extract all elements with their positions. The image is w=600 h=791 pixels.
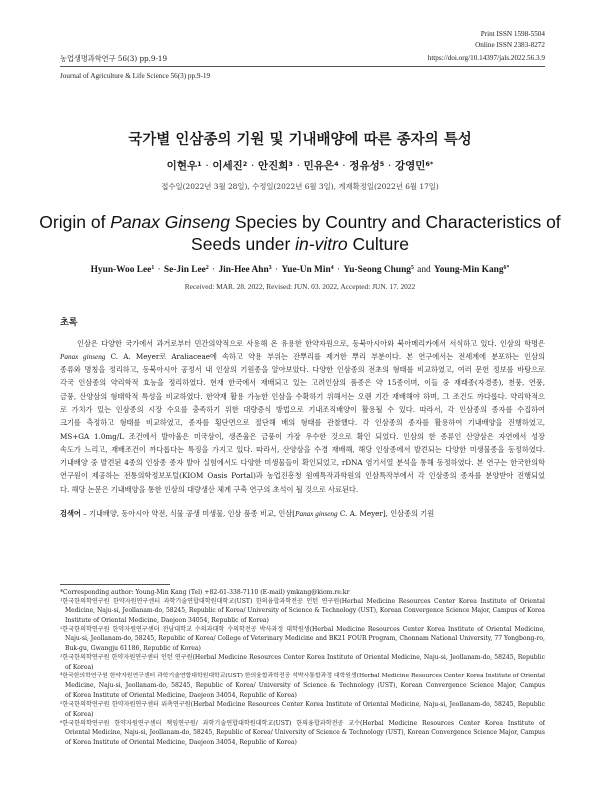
author-separator: · — [342, 160, 346, 172]
author-separator: · — [296, 160, 300, 172]
title-method-italic: in-vitro — [295, 234, 348, 254]
corresponding-author-note: *Corresponding author: Young-Min Kang (Tel) +82-61-338-7110 (E-mail) ymkang@kiom.re.kr — [60, 588, 350, 596]
journal-citation-korean: 농업생명과학연구 56(3) pp.9-19 — [60, 54, 168, 63]
affiliation-note-6-continued: Oriental Medicine, Naju-si, Jeollanam-do, 58245, Republic of Korea/ University of Science & Technology (UST), Korean Convergence Science Major, Campus — [65, 729, 545, 737]
affiliation-note-2-continued: Naju-si, Jeollanam-do, 58245, Republic of Korea/ College of Veterinary Medicine and BK21 FOUR Program, Chonnam National University, 77 Yongbong-ro, — [65, 635, 545, 643]
header-rule — [60, 66, 545, 67]
author-name: 정유성 — [349, 160, 380, 172]
journal-citation-english: Journal of Agriculture & Life Science 56(3) pp.9-19 — [60, 72, 211, 80]
affiliation-mark: 2 — [60, 625, 63, 631]
abstract-line: 각국 인삼종의 약리학적 효능을 정리하였다. 현재 한국에서 재배되고 있는 고려인삼의 품종은 약 15종이며, 이들 중 재래종(자경종), 천풍, 연풍, — [60, 378, 545, 388]
affiliation-text: 한국한의학연구원 한약자원연구센터 위촉연구원(Herbal Medicine Resources Center Korea Institute of Oriental Medicine, Naju-si, Jeollanam-do, 58245, Republic — [62, 701, 545, 709]
affiliation-text: 한국한의학연구원 한약자원연구센터 책임연구원/ 과학기술연합대학원대학교(UST) 한의융합과학전공 교수(Herbal Medicine Resources Center Korea Institute of — [62, 719, 545, 727]
affiliation-note-6-continued: of Korea Institute of Oriental Medicine, Daejeon 34054, Republic of Korea) — [65, 738, 297, 746]
affiliation-note-2-continued: Buk-gu, Gwangju 61186, Republic of Korea) — [65, 644, 201, 652]
english-title-line-1 — [20, 211, 580, 233]
affiliation-note-2 — [60, 625, 545, 634]
affiliation-text: 한국한의학연구원 한약자원연구센터 인턴 연구원(Herbal Medicine Resources Center Korea Institute of Oriental Medicine, Naju-si, Jeollanam-do, 58245, Republic — [62, 654, 545, 662]
title-text: Culture — [347, 234, 409, 254]
author-separator: · — [212, 265, 216, 275]
author-name: 이세진 — [212, 160, 243, 172]
title-text: Origin of — [39, 212, 111, 232]
affiliation-note-3 — [60, 653, 545, 662]
affiliation-text: 한국한의학연구원 한약자원연구센터 과학기술연합대학원대학교(UST) 한의융합과학전공 인턴 연구원(Herbal Medicine Resources Center Korea Institute of Oriental — [62, 597, 545, 605]
affiliation-note-6 — [60, 719, 545, 728]
author-name: 이현우 — [166, 160, 198, 172]
affiliation-note-1-continued: Medicine, Naju-si, Jeollanam-do, 58245, Republic of Korea/ University of Science & Technology (UST), Korean Convergence Science Major, Campus of Korea — [65, 607, 545, 615]
affiliation-mark: 5 — [60, 700, 63, 706]
affiliation-mark: 1 — [60, 597, 63, 603]
korean-title: 국가별 인삼종의 기원 및 기내배양에 따른 종자의 특성 — [128, 132, 472, 148]
abstract-line: 크기를 측정하고 형태를 비교하였고, 종자를 횡단면으로 절단해 배의 형태를 관찰했다. 각 인삼종의 종자를 활용하여 기내배양을 진행하였고, — [60, 418, 545, 428]
abstract-line: 속도가 느리고, 재배조건이 까다롭다는 특징을 가지고 있다. 따라서, 산양삼을 수경 재배해, 해당 인삼종에서 발견되는 다양한 미생물종을 동정하였다. — [60, 444, 545, 454]
english-submission-dates: Received: MAR. 28. 2022, Revised: JUN. 03. 2022, Accepted: JUN. 17. 2022 — [184, 282, 416, 291]
author-name: 민유은 — [303, 160, 335, 172]
title-species-italic: Panax Ginseng — [110, 212, 230, 232]
keywords-text: C. A. Meyer], 인삼종의 기원 — [337, 509, 435, 518]
abstract-line: 금풍, 산양삼의 형태학적 특성을 비교하였다. 한약재 활용 가능한 인삼을 수확하기 위해서는 오랜 기간 재배해야 하며, 그 조건도 까다롭다. 약리학적으 — [60, 391, 545, 401]
abstract-line-text: C. A. Meyer로 Araliaceae에 속하고 약용 부위는 잔뿌리를 제거한 뿌리 부분이다. 본 연구에서는 전세계에 분포하는 인삼의 — [105, 351, 545, 361]
affiliation-mark: 2 — [205, 265, 209, 272]
abstract-line: 연구원이 제공하는 전통의학정보포털(KIOM Oasis Portal)과 농업진흥청 원예특작과학원의 인삼특작부에서 각 인삼종의 종자를 분양받아 진행되었 — [60, 471, 545, 481]
author-separator: · — [336, 265, 341, 275]
affiliation-text: 한국한의학연구원 한약자원연구센터 과학기술연합대학원대학교(UST) 한의융합과학전공 석박사통합과정 대학원생(Herbal Medicine Resources Center Korea Institute of Oriental — [62, 673, 545, 680]
doi-link[interactable]: https://doi.org/10.14397/jals.2022.56.3.9 — [427, 54, 545, 62]
affiliation-mark: 3 — [268, 265, 272, 272]
footnote-rule — [60, 584, 170, 585]
author-separator: · — [205, 160, 209, 172]
author-name: 안진희 — [257, 160, 289, 172]
abstract-line: 로 가치가 있는 인삼종의 시장 수요를 충족하기 위한 대량증식 방법으로 기내조직배양이 활용될 수 있다. 따라서, 각 인삼종의 종자를 수집하여 — [60, 404, 545, 414]
korean-submission-dates: 접수일(2022년 3월 28일), 수정일(2022년 6월 3일), 게재확정일(2022년 6월 17일) — [161, 182, 439, 191]
affiliation-mark: 1 — [151, 265, 155, 272]
author-name: Young-Min Kang — [434, 265, 504, 275]
abstract-line: 인삼은 다양한 국가에서 과거로부터 민간의약적으로 사용해 온 유용한 한약자원으로, 동북아시아와 북아메리카에서 서식하고 있다. 인삼의 학명은 — [77, 338, 545, 348]
affiliation-note-5 — [60, 700, 545, 709]
keywords — [60, 507, 545, 520]
keywords-label: 검색어 — [60, 509, 81, 518]
affiliation-note-3-continued: of Korea) — [65, 663, 94, 671]
abstract-line: 기내배양 중 발견된 4종의 인삼종 종자 발아 실험에서도 다양한 미생물들이 확인되었고, rDNA 염기서열 분석을 통해 동정하였다. 본 연구는 한국한의학 — [60, 458, 545, 468]
affiliation-mark: 4 — [60, 672, 63, 677]
abstract-body — [60, 337, 545, 497]
affiliation-note-1-continued: Institute of Oriental Medicine, Daejeon 34054, Republic of Korea) — [65, 616, 269, 624]
affiliation-note-5-continued: of Korea) — [65, 710, 94, 718]
affiliation-text: 한국한의학연구원 한약자원연구센터 전남대학교 수의과대학 수의학전공 박사과정 대학원생(Herbal Medicine Resources Center Korea Institute of Oriental Medicine, — [62, 626, 545, 634]
affiliation-mark: 2 — [242, 159, 248, 168]
affiliation-mark: 4 — [330, 265, 334, 272]
author-separator: · — [274, 265, 279, 275]
author-separator: and — [417, 265, 431, 275]
affiliation-mark: 6* — [503, 265, 510, 272]
abstract-line — [60, 350, 545, 363]
abstract-line: 종류와 명칭을 정리하고, 동북아시아 공정서 내 인삼의 기원종을 알아보았다. 다양한 인삼종의 전초의 형태를 비교하였고, 여러 문헌 정보를 바탕으로 — [60, 365, 545, 375]
korean-author-list — [30, 159, 570, 174]
affiliation-mark: 3 — [288, 159, 293, 168]
author-separator: · — [387, 160, 392, 172]
title-text: Species by Country and Characteristics of — [229, 212, 561, 232]
author-separator: · — [250, 160, 255, 172]
abstract-heading: 초록 — [60, 318, 78, 328]
title-text: Seeds under — [191, 234, 296, 254]
keywords-text: – 기내배양, 동아시아 약전, 식물 공생 미생물, 인삼 품종 비교, 인삼[ — [80, 509, 296, 518]
footnotes — [60, 588, 545, 748]
keyword-species-italic: Panax ginseng — [295, 510, 338, 518]
affiliation-note-4-continued: Medicine, Naju-si, Jeollanam-do, 58245, Republic of Korea/ University of Science & Technology (UST), Korean Convergence Science Major, Campus — [65, 682, 545, 690]
affiliation-mark: 3 — [60, 653, 63, 659]
affiliation-mark: 1 — [197, 159, 202, 168]
author-name: Yu-Seong Chung — [343, 265, 411, 275]
species-name-italic: Panax ginseng — [60, 352, 106, 361]
abstract-line: 다. 해당 논문은 기내배양을 통한 인삼의 대량생산 체계 구축 연구의 초석이 될 것으로 사료된다. — [60, 484, 359, 494]
print-issn: Print ISSN 1598-5504 — [480, 30, 545, 38]
affiliation-mark: 5 — [379, 159, 385, 168]
author-name: Jin-Hee Ahn — [218, 265, 269, 275]
affiliation-note-1 — [60, 597, 545, 606]
english-author-list — [30, 264, 570, 277]
author-name: Yue-Un Min — [281, 265, 331, 275]
author-name: Hyun-Woo Lee — [90, 265, 152, 275]
affiliation-note-4 — [60, 672, 545, 681]
affiliation-mark: 4 — [334, 159, 339, 168]
author-separator: · — [157, 265, 161, 275]
author-name: 강영민 — [394, 160, 426, 172]
abstract-line: MS+GA 1.0mg/L 조건에서 발아율은 미국삼이, 생존율은 금풍이 가장 우수한 것으로 확인 되었다. 인삼의 한 종류인 산양삼은 자연에서 성장 — [60, 431, 545, 441]
affiliation-note-4-continued: of Korea Institute of Oriental Medicine, Daejeon 34054, Republic of Korea) — [65, 691, 297, 699]
affiliation-mark: 5 — [410, 265, 414, 272]
affiliation-mark: 6 — [60, 719, 63, 725]
online-issn: Online ISSN 2383-8272 — [475, 41, 545, 49]
author-name: Se-Jin Lee — [163, 265, 206, 275]
affiliation-mark: 6* — [425, 159, 434, 168]
english-title-line-2 — [20, 233, 580, 255]
